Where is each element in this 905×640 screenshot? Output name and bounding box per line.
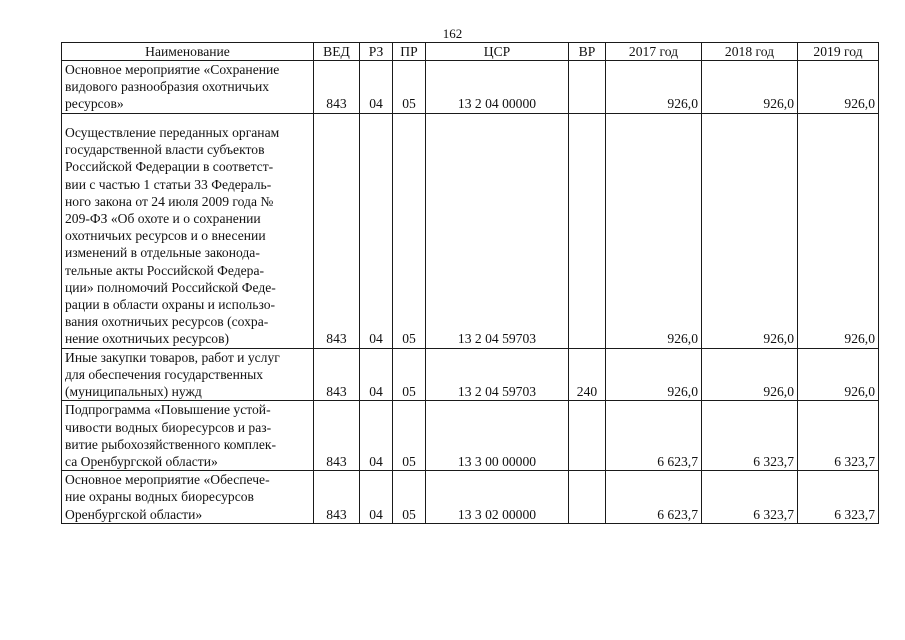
row-csr: 13 3 02 00000 — [426, 471, 569, 524]
header-2017: 2017 год — [606, 43, 702, 61]
table-row — [62, 401, 879, 471]
row-amount-2017: 6 623,7 — [606, 401, 702, 471]
row-amount-2018: 926,0 — [702, 348, 798, 401]
row-ved: 843 — [314, 61, 360, 114]
row-vr — [569, 471, 606, 524]
row-pr: 05 — [393, 348, 426, 401]
row-amount-2019: 926,0 — [798, 348, 879, 401]
row-vr: 240 — [569, 348, 606, 401]
row-amount-2019: 6 323,7 — [798, 401, 879, 471]
row-pr: 05 — [393, 61, 426, 114]
row-rz: 04 — [360, 471, 393, 524]
row-amount-2018: 6 323,7 — [702, 471, 798, 524]
header-rz: РЗ — [360, 43, 393, 61]
row-ved: 843 — [314, 401, 360, 471]
header-vr: ВР — [569, 43, 606, 61]
row-name: Основное мероприятие «Обеспече- ние охраны водных биоресурсов Оренбургской области» — [62, 471, 314, 524]
row-vr — [569, 401, 606, 471]
row-csr: 13 2 04 59703 — [426, 348, 569, 401]
row-name: Подпрограмма «Повышение устой- чивости водных биоресурсов и раз- витие рыбохозяйственного комплек- са Оренбургской области» — [62, 401, 314, 471]
header-ved: ВЕД — [314, 43, 360, 61]
row-amount-2019: 6 323,7 — [798, 471, 879, 524]
row-amount-2017: 6 623,7 — [606, 471, 702, 524]
row-ved: 843 — [314, 471, 360, 524]
row-amount-2018: 926,0 — [702, 113, 798, 348]
header-name: Наименование — [62, 43, 314, 61]
row-pr: 05 — [393, 401, 426, 471]
table-header-row — [62, 43, 879, 61]
row-ved: 843 — [314, 348, 360, 401]
row-amount-2018: 6 323,7 — [702, 401, 798, 471]
row-amount-2019: 926,0 — [798, 61, 879, 114]
page-number: 162 — [442, 26, 463, 41]
row-rz: 04 — [360, 401, 393, 471]
row-csr: 13 2 04 59703 — [426, 113, 569, 348]
row-vr — [569, 61, 606, 114]
header-2019: 2019 год — [798, 43, 879, 61]
budget-table — [61, 42, 879, 524]
row-csr: 13 3 00 00000 — [426, 401, 569, 471]
header-2018: 2018 год — [702, 43, 798, 61]
row-amount-2017: 926,0 — [606, 348, 702, 401]
row-rz: 04 — [360, 61, 393, 114]
header-pr: ПР — [393, 43, 426, 61]
row-amount-2018: 926,0 — [702, 61, 798, 114]
row-rz: 04 — [360, 348, 393, 401]
row-amount-2019: 926,0 — [798, 113, 879, 348]
row-rz: 04 — [360, 113, 393, 348]
row-ved: 843 — [314, 113, 360, 348]
row-amount-2017: 926,0 — [606, 61, 702, 114]
table-row — [62, 348, 879, 401]
row-amount-2017: 926,0 — [606, 113, 702, 348]
row-name: Осуществление переданных органам государственной власти субъектов Российской Федерации в соответст- вии с частью 1 статьи 33 Федераль- ного закона от 24 июля 2009 года № 209-ФЗ «Об охоте и о сохранении охотничьих ресурсов и о внесении изменений в отдельные законода- тельные акты Российской Федера- ции» полномочий Российской Феде- рации в области охраны и использо- вания охотничьих ресурсов (сохра- нение охотничьих ресурсов) — [62, 113, 314, 348]
table-row — [62, 471, 879, 524]
row-pr: 05 — [393, 471, 426, 524]
row-vr — [569, 113, 606, 348]
row-name: Основное мероприятие «Сохранение видового разнообразия охотничьих ресурсов» — [62, 61, 314, 114]
row-pr: 05 — [393, 113, 426, 348]
header-csr: ЦСР — [426, 43, 569, 61]
table-row — [62, 61, 879, 114]
table-row — [62, 113, 879, 348]
row-name: Иные закупки товаров, работ и услуг для обеспечения государственных (муниципальных) нужд — [62, 348, 314, 401]
row-csr: 13 2 04 00000 — [426, 61, 569, 114]
